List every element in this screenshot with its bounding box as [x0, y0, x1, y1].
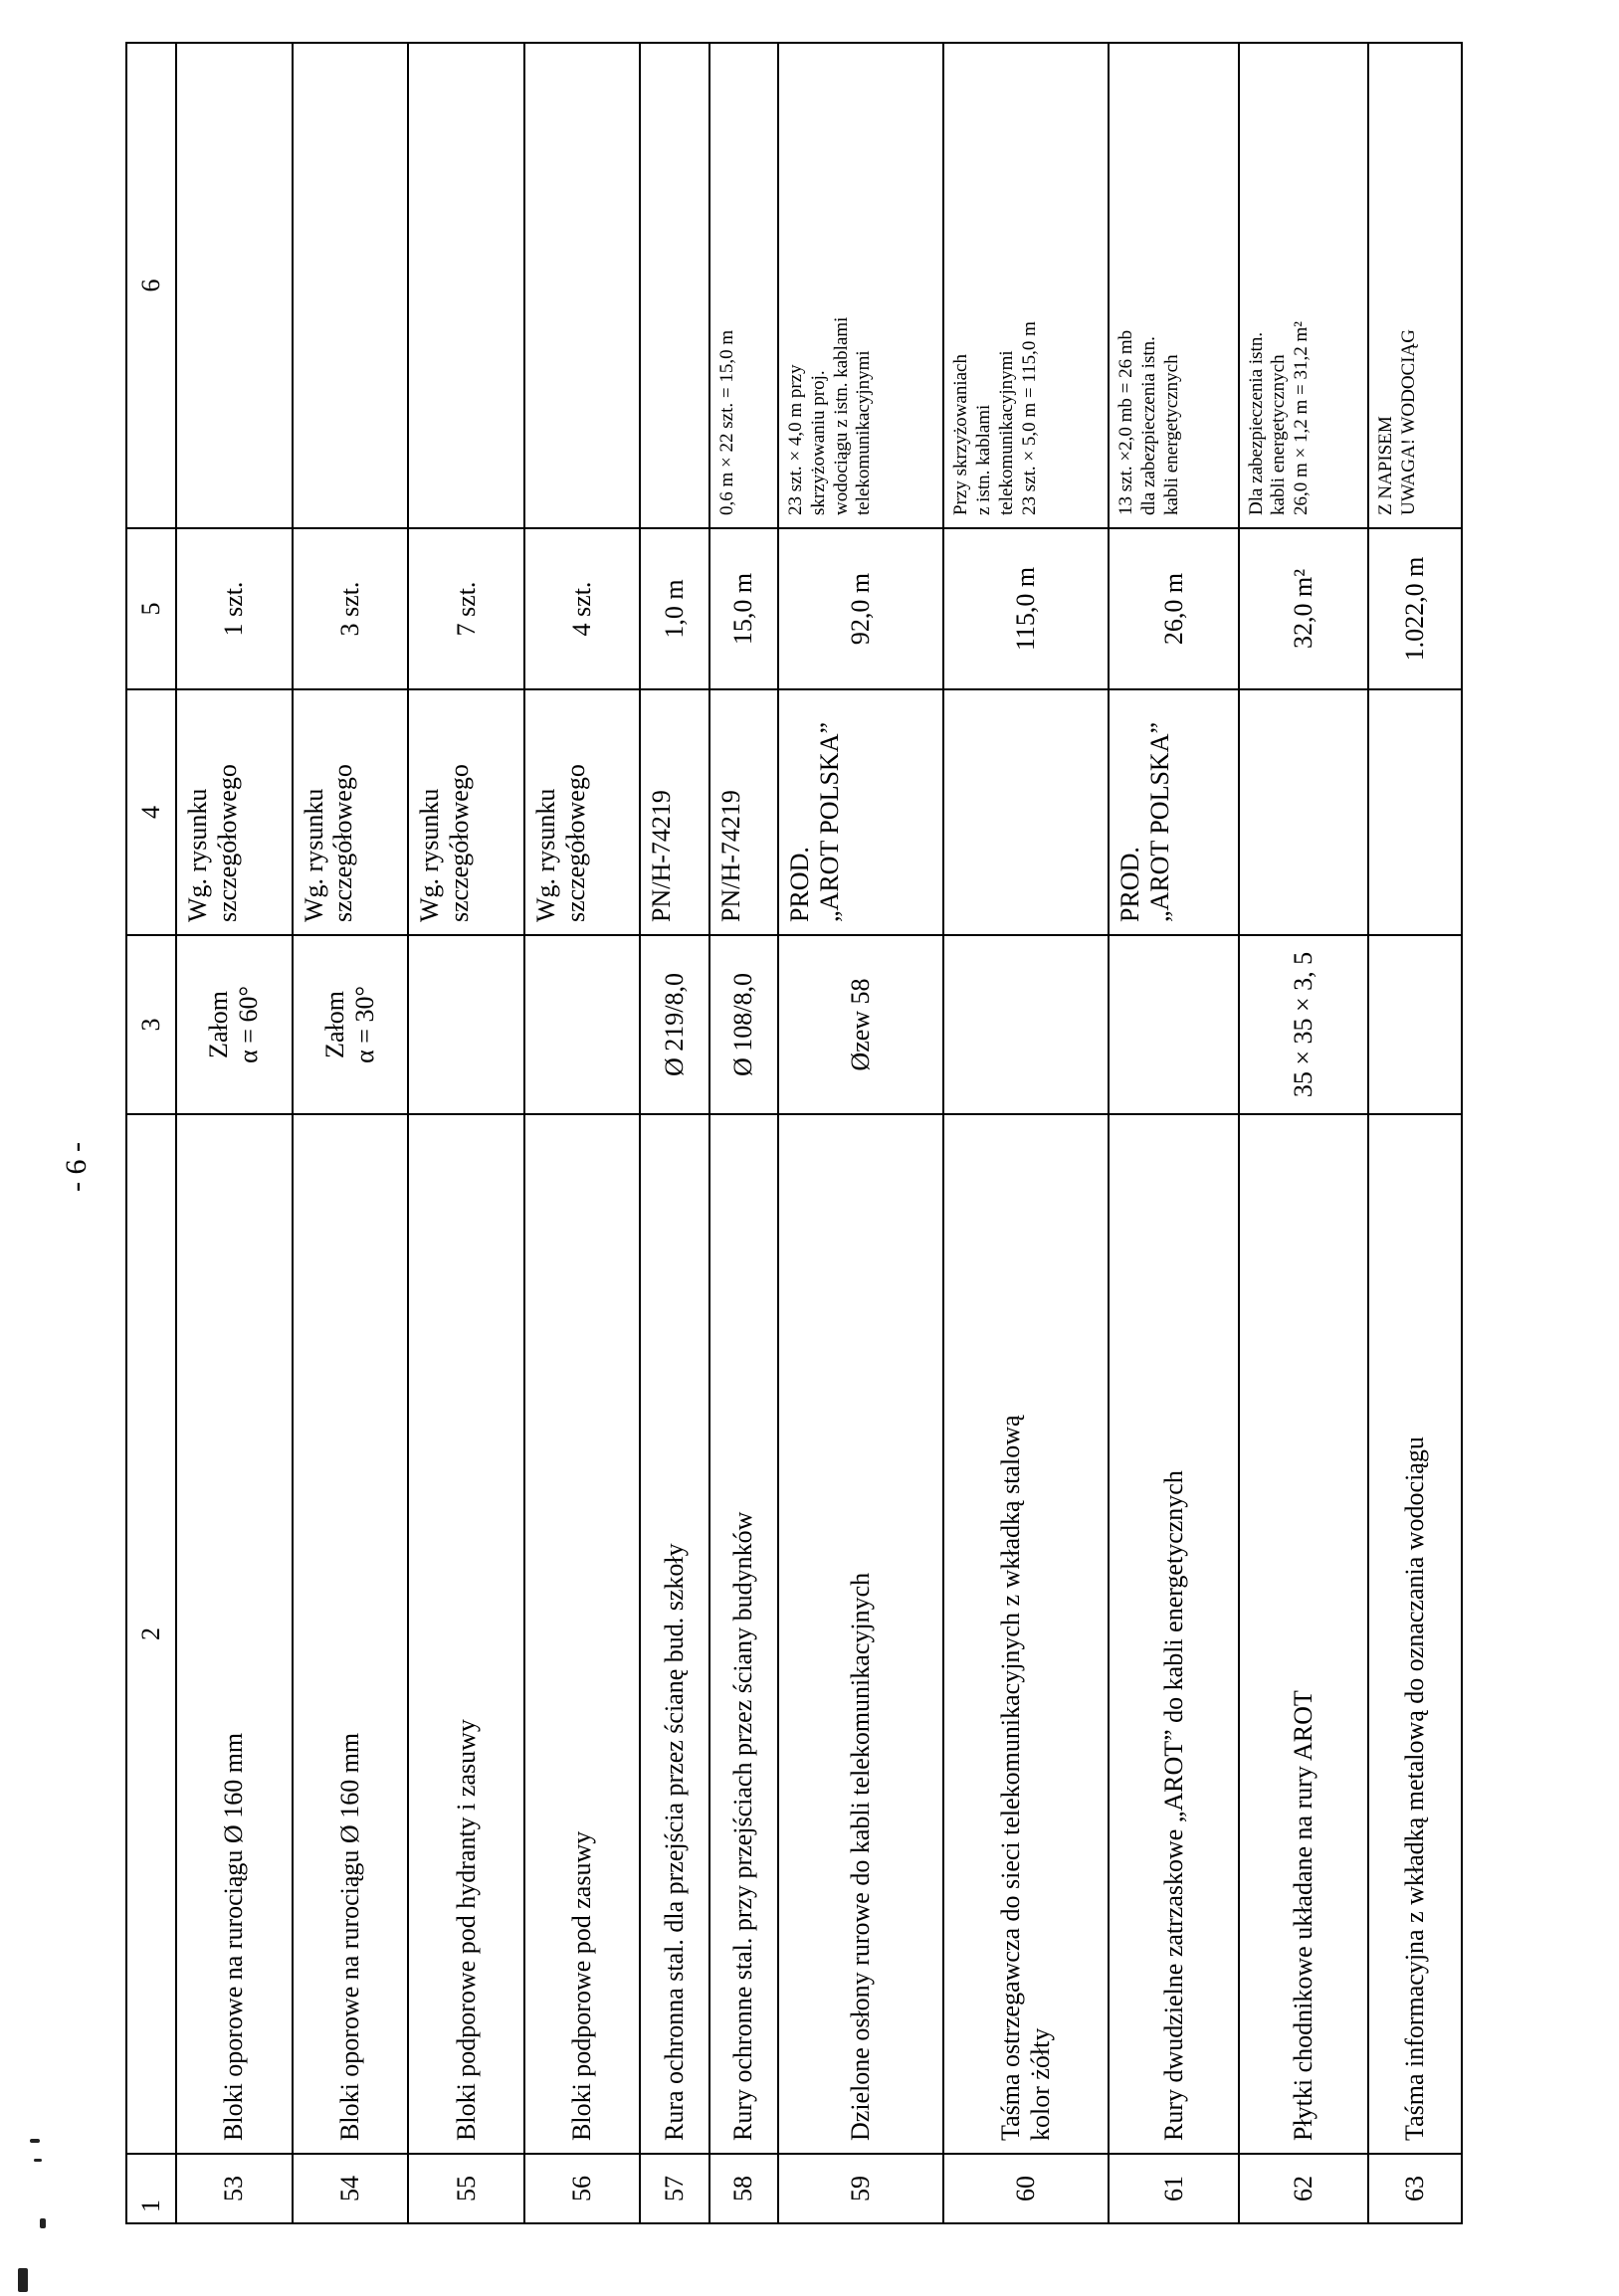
- quantity-cell: 15,0 m: [709, 528, 778, 689]
- header-row: [126, 43, 176, 2223]
- table-row: [1109, 43, 1238, 2223]
- item-name-cell: Rury ochronne stal. przy przejściach przez ściany budynków: [709, 1114, 778, 2154]
- table-row: [408, 43, 524, 2223]
- item-name-cell: Bloki podporowe pod zasuwy: [524, 1114, 641, 2154]
- column-header: 2: [126, 1114, 176, 2154]
- page-number: - 6 -: [60, 1142, 93, 1192]
- quantity-cell: 26,0 m: [1109, 528, 1238, 689]
- notes-cell: Przy skrzyżowaniach z istn. kablami telekomunikacyjnymi 23 szt. × 5,0 m = 115,0 m: [943, 43, 1109, 528]
- dimension-cell: Załom α = 30°: [293, 935, 409, 1114]
- item-name-cell: Rura ochronna stal. dla przejścia przez ścianę bud. szkoły: [640, 1114, 708, 2154]
- row-number-cell: 55: [408, 2154, 524, 2223]
- dimension-cell: Ø 108/8,0: [709, 935, 778, 1114]
- row-number-cell: 57: [640, 2154, 708, 2223]
- quantity-cell: 115,0 m: [943, 528, 1109, 689]
- quantity-cell: 4 szt.: [524, 528, 641, 689]
- quantity-cell: 1 szt.: [176, 528, 293, 689]
- standard-cell: Wg. rysunku szczegółowego: [176, 689, 293, 935]
- dimension-cell: [408, 935, 524, 1114]
- table-row: [640, 43, 708, 2223]
- row-number-cell: 62: [1239, 2154, 1368, 2223]
- column-header: 4: [126, 689, 176, 935]
- quantity-cell: 1.022,0 m: [1368, 528, 1462, 689]
- standard-cell: PROD. „AROT POLSKA”: [778, 689, 943, 935]
- table-row: [293, 43, 409, 2223]
- table-row: [1368, 43, 1462, 2223]
- row-number-cell: 56: [524, 2154, 641, 2223]
- table-row: [709, 43, 778, 2223]
- column-header: 6: [126, 43, 176, 528]
- notes-cell: Dla zabezpieczenia istn. kabli energetycznych 26,0 m × 1,2 m = 31,2 m²: [1239, 43, 1368, 528]
- quantity-cell: 1,0 m: [640, 528, 708, 689]
- dimension-cell: [1368, 935, 1462, 1114]
- item-name-cell: Taśma ostrzegawcza do sieci telekomunikacyjnych z wkładką stalową kolor żółty: [943, 1114, 1109, 2154]
- standard-cell: PN/H-74219: [640, 689, 708, 935]
- notes-cell: 13 szt. ×2,0 mb = 26 mb dla zabezpieczenia istn. kabli energetycznych: [1109, 43, 1238, 528]
- row-number-cell: 54: [293, 2154, 409, 2223]
- dimension-cell: Załom α = 60°: [176, 935, 293, 1114]
- table-row: [1239, 43, 1368, 2223]
- item-name-cell: Dzielone osłony rurowe do kabli telekomunikacyjnych: [778, 1114, 943, 2154]
- dimension-cell: 35 × 35 × 3, 5: [1239, 935, 1368, 1114]
- dimension-cell: [524, 935, 641, 1114]
- standard-cell: [1239, 689, 1368, 935]
- dimension-cell: Øzew 58: [778, 935, 943, 1114]
- standard-cell: PN/H-74219: [709, 689, 778, 935]
- row-number-cell: 60: [943, 2154, 1109, 2223]
- standard-cell: PROD. „AROT POLSKA”: [1109, 689, 1238, 935]
- quantity-cell: 3 szt.: [293, 528, 409, 689]
- column-header: 5: [126, 528, 176, 689]
- standard-cell: [943, 689, 1109, 935]
- dimension-cell: [943, 935, 1109, 1114]
- materials-table: [125, 42, 1463, 2224]
- notes-cell: [524, 43, 641, 528]
- dimension-cell: Ø 219/8,0: [640, 935, 708, 1114]
- column-header: 1: [126, 2154, 176, 2223]
- column-header: 3: [126, 935, 176, 1114]
- standard-cell: Wg. rysunku szczegółowego: [408, 689, 524, 935]
- notes-cell: [176, 43, 293, 528]
- item-name-cell: Bloki oporowe na rurociągu Ø 160 mm: [176, 1114, 293, 2154]
- standard-cell: Wg. rysunku szczegółowego: [524, 689, 641, 935]
- notes-cell: [293, 43, 409, 528]
- standard-cell: Wg. rysunku szczegółowego: [293, 689, 409, 935]
- table-row: [176, 43, 293, 2223]
- item-name-cell: Płytki chodnikowe układane na rury AROT: [1239, 1114, 1368, 2154]
- notes-cell: 0,6 m × 22 szt. = 15,0 m: [709, 43, 778, 528]
- table-row: [778, 43, 943, 2223]
- item-name-cell: Bloki oporowe na rurociągu Ø 160 mm: [293, 1114, 409, 2154]
- row-number-cell: 59: [778, 2154, 943, 2223]
- quantity-cell: 92,0 m: [778, 528, 943, 689]
- row-number-cell: 61: [1109, 2154, 1238, 2223]
- notes-cell: [408, 43, 524, 528]
- item-name-cell: Rury dwudzielne zatrzaskowe „AROT” do kabli energetycznych: [1109, 1114, 1238, 2154]
- quantity-cell: 7 szt.: [408, 528, 524, 689]
- item-name-cell: Bloki podporowe pod hydranty i zasuwy: [408, 1114, 524, 2154]
- notes-cell: [640, 43, 708, 528]
- item-name-cell: Taśma informacyjna z wkładką metalową do oznaczania wodociągu: [1368, 1114, 1462, 2154]
- dimension-cell: [1109, 935, 1238, 1114]
- standard-cell: [1368, 689, 1462, 935]
- notes-cell: 23 szt. × 4,0 m przy skrzyżowaniu proj. wodociągu z istn. kablami telekomunikacyjnymi: [778, 43, 943, 528]
- row-number-cell: 53: [176, 2154, 293, 2223]
- table-row: [943, 43, 1109, 2223]
- table-row: [524, 43, 641, 2223]
- row-number-cell: 63: [1368, 2154, 1462, 2223]
- quantity-cell: 32,0 m²: [1239, 528, 1368, 689]
- row-number-cell: 58: [709, 2154, 778, 2223]
- notes-cell: Z NAPISEM UWAGA! WODOCIĄG: [1368, 43, 1462, 528]
